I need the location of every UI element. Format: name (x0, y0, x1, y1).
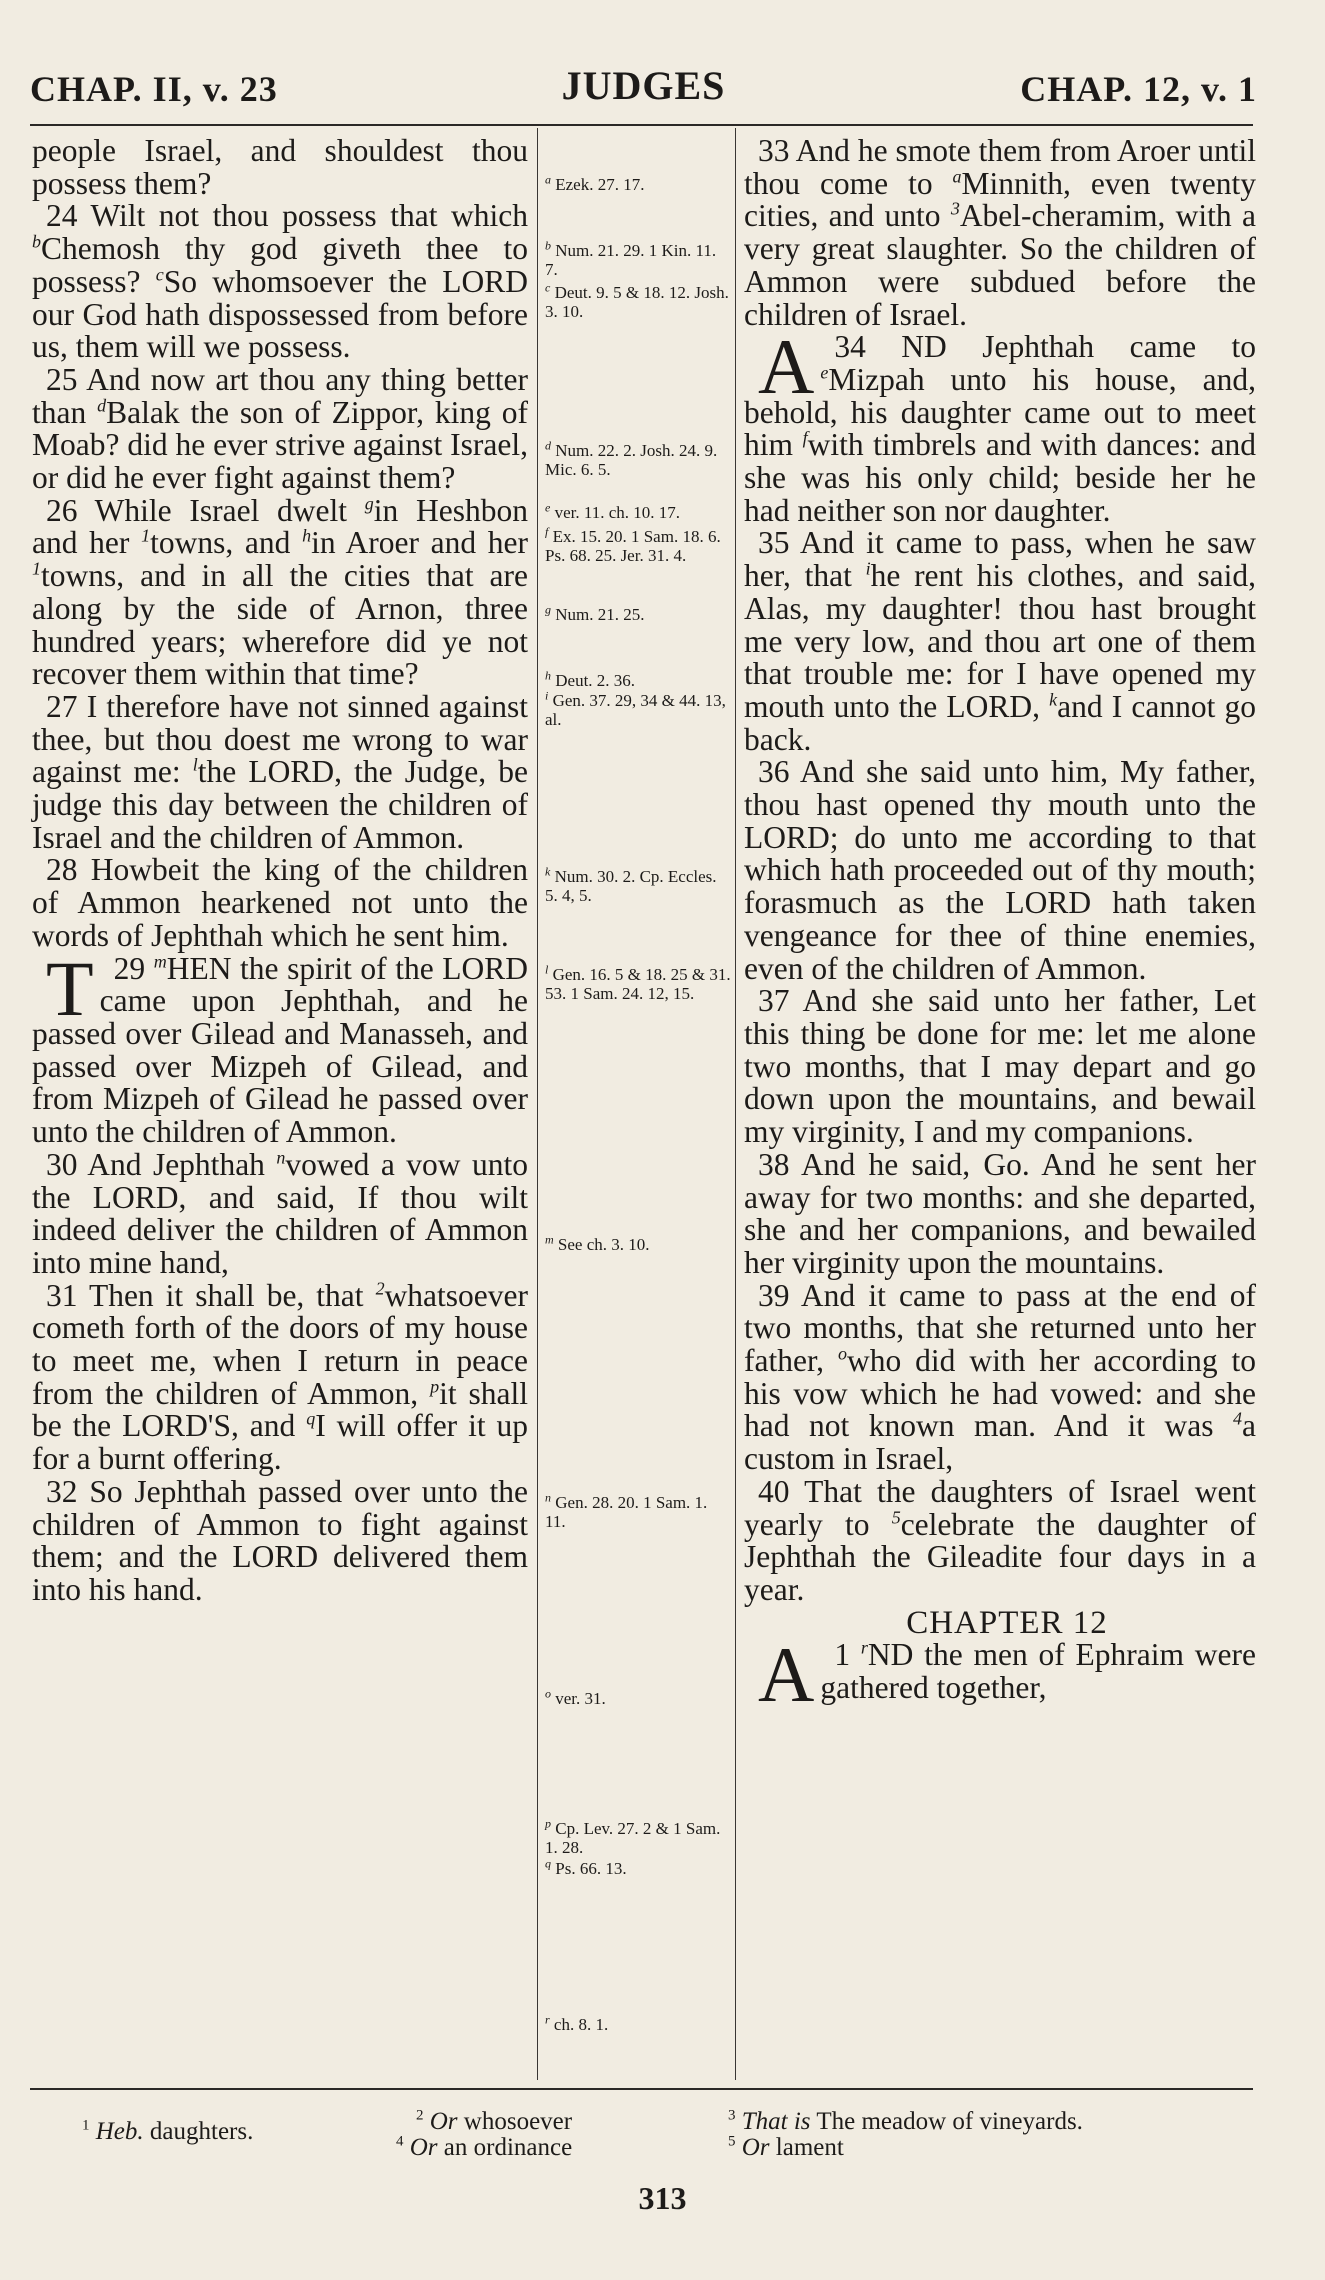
chapter-12-verse-1: 1 $^r$ A ND the men of Ephraim were gathered together, (744, 1639, 1256, 1704)
reference-o: $^o$ ver. 31. (545, 1686, 606, 1708)
drop-cap-a-chapter: A (758, 1631, 815, 1719)
footnote-2: $^2$ Or whosoever (416, 2107, 573, 2135)
reference-m: $^m$ See ch. 3. 10. (545, 1232, 650, 1254)
verse-23-tail: people Israel, and shouldest thou possess them? (32, 133, 528, 201)
header-chapter-end: CHAP. 12, v. 1 (1020, 69, 1257, 109)
drop-cap-t: T (46, 944, 94, 1032)
column-divider-left (537, 128, 538, 2080)
column-divider-right (735, 128, 736, 2080)
page-number: 313 (638, 2180, 687, 2216)
footnote-3: $^3$ That is The meadow of vineyards. (728, 2107, 1083, 2135)
left-text-column (32, 135, 528, 1607)
header-chapter-start: CHAP. II, v. 23 (30, 69, 278, 109)
verse-35: 35 And it came to pass, when he saw her, that $^i$he rent his clothes, and said, Alas, my daughter! thou hast brought me very low, and thou art one of them that trouble me: for I have opened my mouth unto the LORD, $^k$and I cannot go back. (744, 525, 1257, 757)
verse-34: 34 A ND Jephthah came to $^e$Mizpah unto his house, and, behold, his daughter came out to meet him $^f$with timbrels and with dances: and she was his only child; beside her he had neither son nor daughter. (744, 323, 1257, 528)
reference-g: $^g$ Num. 21. 25. (545, 602, 645, 624)
verse-39: 39 And it came to pass at the end of two months, that she returned unto her father, $^o$who did with her according to his vow which he had vowed: and she had not known man. And it was $^4$a custom in Israel, (744, 1277, 1257, 1477)
reference-k: $^k$ Num. 30. 2. Cp. Eccles. 5. 4, 5. (545, 864, 717, 905)
footnotes (0, 2108, 1325, 2188)
cross-reference-column (545, 135, 731, 2075)
drop-cap-a: A (758, 323, 815, 411)
verse-36: 36 And she said unto him, My father, thou hast opened thy mouth unto the LORD; do unto me according to that which hath proceeded out of thy mouth; forasmuch as the LORD hath taken vengeance for thee of thine enemies, even of the children of Ammon. (744, 754, 1257, 986)
verse-26: 26 While Israel dwelt $^g$in Heshbon and her $^1$towns, and $^h$in Aroer and her $^1$towns, and in all the cities that are along by the side of Arnon, three hundred years; wherefore did ye not recover them within that time? (32, 492, 529, 692)
verse-32: 32 So Jephthah passed over unto the children of Ammon to fight against them; and the LORD delivered them into his hand. (32, 1473, 528, 1607)
bottom-rule (30, 2088, 1253, 2090)
verse-27: 27 I therefore have not sinned against thee, but thou doest me wrong to war against me: $^l$the LORD, the Judge, be judge this day between the children of Israel and the children of Ammon. (32, 688, 529, 855)
reference-r: $^r$ ch. 8. 1. (545, 2012, 609, 2034)
verse-38: 38 And he said, Go. And he sent her away for two months: and she departed, she and her companions, and bewailed her virginity upon the mountains. (744, 1146, 1256, 1280)
footnote-4: $^4$ Or an ordinance (396, 2133, 573, 2161)
top-rule (30, 124, 1253, 126)
verse-29: 29 $^m$ T HEN the spirit of the LORD came upon Jephthah, and he passed over Gilead and Manasseh, and passed over Mizpeh of Gilead, and from Mizpeh of Gilead he passed over unto the children of Ammon. (32, 944, 529, 1150)
reference-n: $^n$ Gen. 28. 20. 1 Sam. 1. 11. (545, 1490, 708, 1531)
verse-37: 37 And she said unto her father, Let this thing be done for me: let me alone two months, that I may depart and go down upon the mountains, and bewail my virginity, I and my companions. (744, 983, 1257, 1150)
verse-30: 30 And Jephthah $^n$vowed a vow unto the LORD, and said, If thou wilt indeed deliver the children of Ammon into mine hand, (32, 1146, 529, 1280)
chapter-heading: CHAPTER 12 (906, 1604, 1108, 1641)
verse-33: 33 And he smote them from Aroer until thou come to $^a$Minnith, even twenty cities, and unto $^3$Abel-cheramim, with a very great slaughter. So the children of Ammon were subdued before the children of Israel. (744, 133, 1256, 332)
reference-a: $^a$ Ezek. 27. 17. (545, 172, 645, 194)
reference-l: $^l$ Gen. 16. 5 & 18. 25 & 31. 53. 1 Sam. 24. 12, 15. (545, 962, 731, 1003)
footnote-1: $^1$ Heb. daughters. (82, 2117, 254, 2145)
verse-25: 25 And now art thou any thing better than $^d$Balak the son of Zippor, king of Moab? did he ever strive against Israel, or did he ever fight against them? (32, 361, 528, 496)
right-text-column (744, 133, 1257, 1719)
footnote-5: $^5$ Or lament (728, 2133, 844, 2161)
reference-d: $^d$ Num. 22. 2. Josh. 24. 9. Mic. 6. 5. (545, 438, 718, 479)
running-header (30, 62, 1257, 122)
reference-e: $^e$ ver. 11. ch. 10. 17. (545, 500, 681, 522)
reference-p: $^p$ Cp. Lev. 27. 2 & 1 Sam. 1. 28. (545, 1816, 721, 1857)
reference-b: $^b$ Num. 21. 29. 1 Kin. 11. 7. (545, 238, 717, 279)
reference-q: $^q$ Ps. 66. 13. (545, 1856, 627, 1878)
verse-31: 31 Then it shall be, that $^2$whatsoever cometh forth of the doors of my house to meet me, when I return in peace from the children of Ammon, $^p$it shall be the LORD'S, and $^q$I will offer it up for a burnt offering. (32, 1277, 529, 1477)
verse-24: 24 Wilt not thou possess that which $^b$Chemosh thy god giveth thee to possess? $^c$So whomsoever the LORD our God hath dispossessed from before us, them will we possess. (32, 198, 529, 365)
reference-i: $^i$ Gen. 37. 29, 34 & 44. 13, al. (545, 688, 726, 729)
header-book-title: JUDGES (561, 63, 726, 108)
verse-40: 40 That the daughters of Israel went yearly to $^5$celebrate the daughter of Jephthah the Gileadite four days in a year. (744, 1473, 1257, 1607)
reference-f: $^f$ Ex. 15. 20. 1 Sam. 18. 6. Ps. 68. 25. Jer. 31. 4. (545, 524, 721, 565)
reference-h: $^h$ Deut. 2. 36. (545, 668, 636, 690)
reference-c: $^c$ Deut. 9. 5 & 18. 12. Josh. 3. 10. (545, 280, 729, 321)
verse-28: 28 Howbeit the king of the children of Ammon hearkened not unto the words of Jephthah which he sent him. (32, 852, 528, 953)
